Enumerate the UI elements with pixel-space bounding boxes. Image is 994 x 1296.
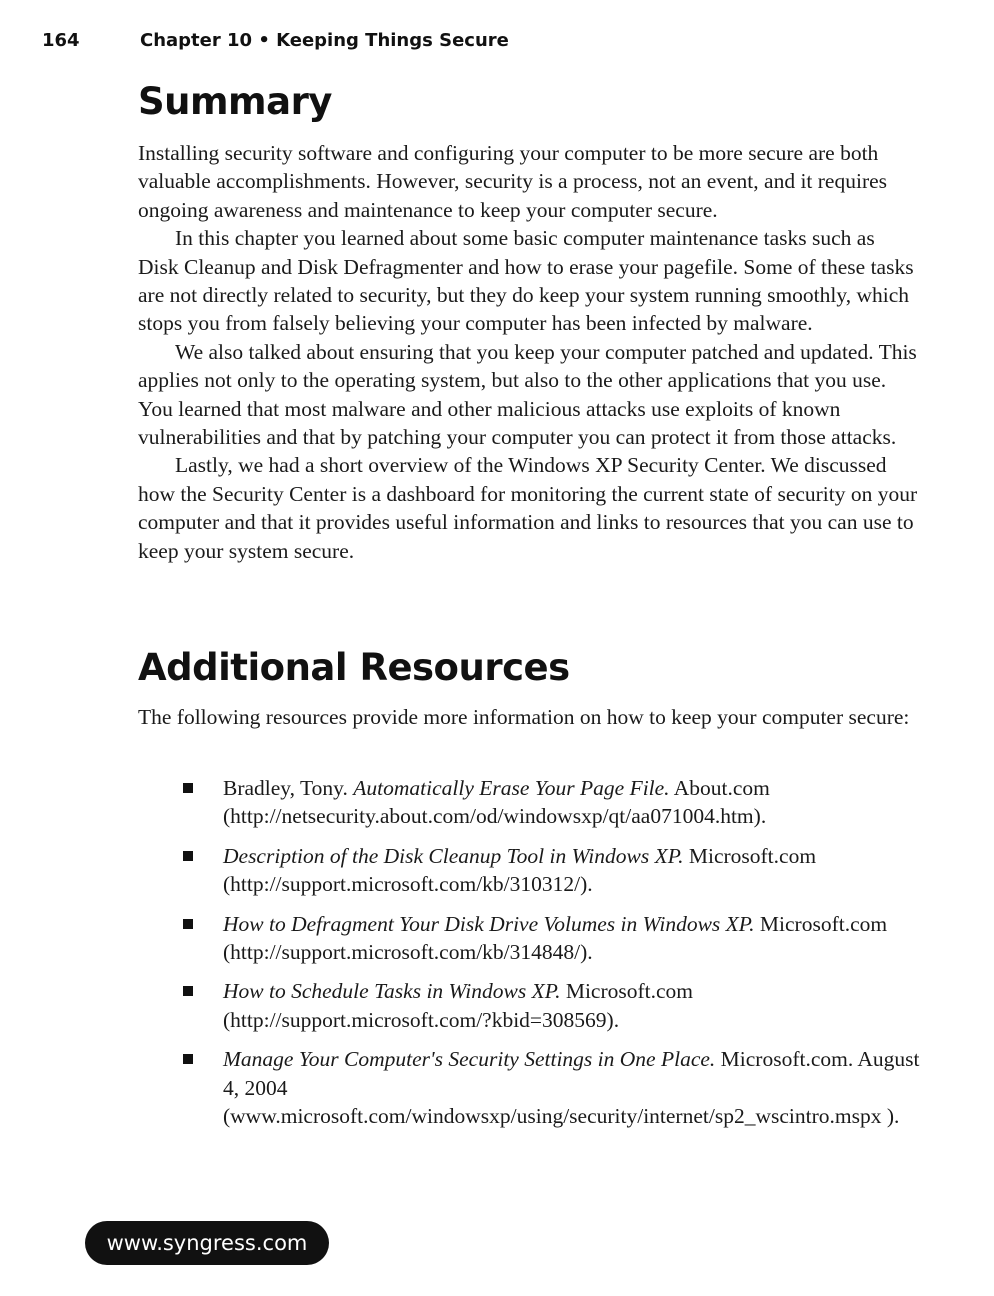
summary-paragraph: In this chapter you learned about some basic computer maintenance tasks such as Disk Cleanup and Disk Defragmenter and how to erase your pagefile. Some of these tasks are not directly related to security, but they do keep your system running smoothly, which stops you from falsely believing your computer has been infected by malware. [138, 226, 914, 336]
resources-intro [138, 703, 918, 731]
summary-heading: Summary [138, 80, 332, 123]
summary-paragraph: Installing security software and configuring your computer to be more secure are both valuable accomplishments. However, security is a process, not an event, and it requires ongoing awareness and maintenance to keep your computer secure. [138, 141, 888, 222]
page-number: 164 [42, 30, 80, 51]
resource-source: Microsoft.com (http://support.microsoft.com/kb/310312/). [223, 843, 817, 897]
publisher-url-badge: www.syngress.com [85, 1221, 329, 1265]
square-bullet-icon [183, 986, 193, 996]
square-bullet-icon [183, 783, 193, 793]
resource-title: How to Schedule Tasks in Windows XP. [223, 979, 561, 1004]
square-bullet-icon [183, 851, 193, 861]
resource-title: Automatically Erase Your Page File. [353, 776, 670, 800]
resource-title: Manage Your Computer's Security Settings in One Place. [223, 1047, 716, 1072]
resource-title: How to Defragment Your Disk Drive Volumes in Windows XP. [223, 911, 755, 936]
square-bullet-icon [183, 919, 193, 929]
summary-paragraph: We also talked about ensuring that you keep your computer patched and updated. This applies not only to the operating system, but also to the other applications that you use. You learned that most malware and other malicious attacks use exploits of known vulnerabilities and that by patching your computer you can protect it from those attacks. [138, 339, 917, 450]
list-item [180, 977, 925, 1034]
list-item [180, 774, 925, 831]
resource-source: Microsoft.com (http://support.microsoft.com/?kbid=308569). [223, 979, 694, 1032]
resource-source: Microsoft.com. August 4, 2004 (www.microsoft.com/windowsxp/using/security/internet/sp2_wscintro.mspx ). [223, 1047, 920, 1129]
chapter-label: Chapter 10 • Keeping Things Secure [140, 30, 509, 51]
list-item [180, 1045, 925, 1130]
resource-list [180, 774, 925, 1141]
square-bullet-icon [183, 1054, 193, 1064]
resource-author: Bradley, Tony. [223, 776, 354, 800]
resource-title: Description of the Disk Cleanup Tool in Windows XP. [223, 843, 684, 868]
resource-source: Microsoft.com (http://support.microsoft.com/kb/314848/). [223, 911, 888, 965]
resource-source: About.com (http://netsecurity.about.com/od/windowsxp/qt/aa071004.htm). [223, 776, 770, 829]
summary-paragraph: Lastly, we had a short overview of the Windows XP Security Center. We discussed how the Security Center is a dashboard for monitoring the current state of security on your computer and that it provides useful information and links to resources that you can use to keep your system secure. [138, 453, 918, 563]
running-head [42, 30, 509, 51]
summary-body [138, 139, 918, 565]
list-item [180, 842, 925, 899]
resources-intro-text: The following resources provide more information on how to keep your computer secure: [138, 705, 910, 729]
list-item [180, 910, 925, 967]
additional-resources-heading: Additional Resources [138, 646, 570, 689]
